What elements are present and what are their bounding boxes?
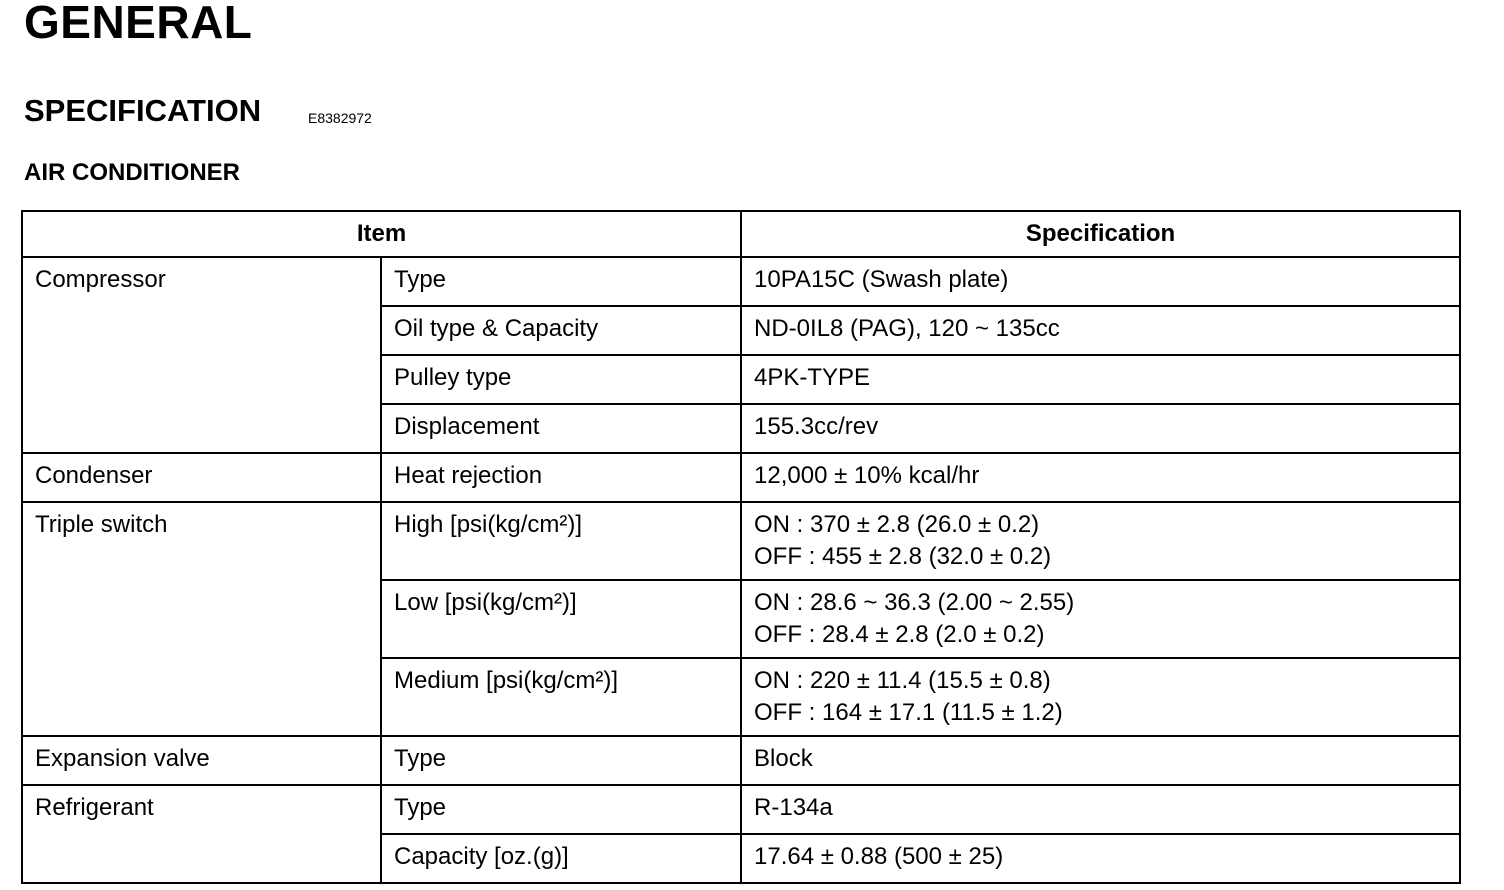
spec-cell [741,404,1460,453]
item-cell: Type [381,257,741,306]
table-row [22,453,1460,502]
spec-line: ND-0IL8 (PAG), 120 ~ 135cc [754,315,1060,342]
spec-cell [741,502,1460,580]
spec-line: 12,000 ± 10% kcal/hr [754,462,980,489]
document-code: E8382972 [308,110,372,126]
spec-line-on: ON : 370 ± 2.8 (26.0 ± 0.2) [754,511,1040,538]
header-item: Item [22,211,741,257]
item-cell: High [psi(kg/cm²)] [381,502,741,580]
table-row [22,502,1460,580]
page-title: GENERAL [24,0,253,48]
spec-cell [741,834,1460,883]
spec-line: 17.64 ± 0.88 (500 ± 25) [754,843,1004,870]
spec-line: 10PA15C (Swash plate) [754,266,1009,293]
spec-cell [741,453,1460,502]
spec-cell [741,580,1460,658]
item-cell: Low [psi(kg/cm²)] [381,580,741,658]
item-cell: Type [381,736,741,785]
spec-line-off: OFF : 28.4 ± 2.8 (2.0 ± 0.2) [754,621,1045,648]
spec-line-off: OFF : 455 ± 2.8 (32.0 ± 0.2) [754,543,1052,570]
specification-table [21,210,1461,884]
table-row [22,257,1460,306]
spec-cell [741,736,1460,785]
spec-cell [741,658,1460,736]
spec-line-on: ON : 28.6 ~ 36.3 (2.00 ~ 2.55) [754,589,1075,616]
spec-line: 4PK-TYPE [754,364,871,391]
section-title: AIR CONDITIONER [24,159,240,186]
group-cell-refrigerant: Refrigerant [22,785,381,883]
spec-line: Block [754,745,813,772]
spec-cell [741,785,1460,834]
item-cell: Pulley type [381,355,741,404]
spec-line-off: OFF : 164 ± 17.1 (11.5 ± 1.2) [754,699,1063,726]
header-specification: Specification [741,211,1460,257]
item-cell: Medium [psi(kg/cm²)] [381,658,741,736]
spec-cell [741,257,1460,306]
group-cell-compressor: Compressor [22,257,381,453]
spec-cell [741,306,1460,355]
page-subtitle: SPECIFICATION [24,93,262,128]
spec-line: 155.3cc/rev [754,413,879,440]
spec-line: R-134a [754,794,833,821]
spec-line-on: ON : 220 ± 11.4 (15.5 ± 0.8) [754,667,1051,694]
spec-cell [741,355,1460,404]
group-cell-expansion-valve: Expansion valve [22,736,381,785]
item-cell: Heat rejection [381,453,741,502]
group-cell-triple-switch: Triple switch [22,502,381,736]
table-row [22,785,1460,834]
group-cell-condenser: Condenser [22,453,381,502]
item-cell: Oil type & Capacity [381,306,741,355]
item-cell: Capacity [oz.(g)] [381,834,741,883]
item-cell: Type [381,785,741,834]
table-row [22,736,1460,785]
table-header-row [22,211,1460,257]
item-cell: Displacement [381,404,741,453]
